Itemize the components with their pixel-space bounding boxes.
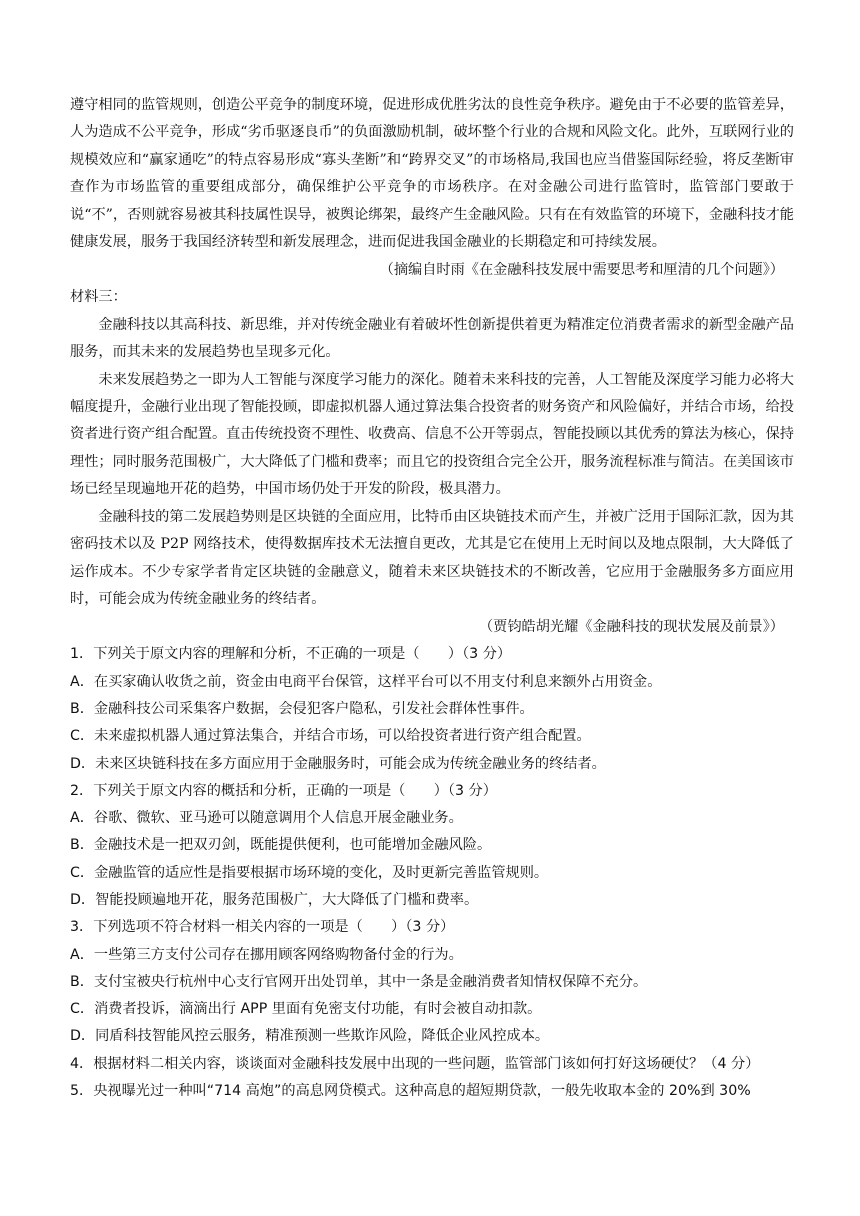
option-a: A．一些第三方支付公司存在挪用顾客网络购物备付金的行为。: [70, 946, 463, 963]
option-b: B．金融技术是一把双刃剑，既能提供便利，也可能增加金融风险。: [70, 837, 492, 854]
question-1: [70, 641, 794, 777]
option-c: C．金融监管的适应性是指要根据市场环境的变化，及时更新完善监管规则。: [70, 864, 549, 881]
material-two-source: （摘编自时雨《在金融科技发展中需要思考和厘清的几个问题》）: [379, 262, 784, 279]
question-stem: 1．下列关于原文内容的理解和分析，不正确的一项是（ ）（3 分）: [70, 646, 512, 663]
question-stem: 2．下列关于原文内容的概括和分析，正确的一项是（ ）（3 分）: [70, 782, 497, 799]
option-a: A．在买家确认收货之前，资金由电商平台保管，这样平台可以不用支付利息来额外占用资金。: [70, 673, 662, 690]
option-a: A．谷歌、微软、亚马逊可以随意调用个人信息开展金融业务。: [70, 810, 463, 827]
material-two-continuation: 遵守相同的监管规则，创造公平竞争的制度环境，促进形成优胜劣汰的良性竞争秩序。避免由于不必要的监管差异，人为造成不公平竞争，形成“劣币驱逐良币”的负面激励机制，破坏整个行业的合规和风险文化。此外，互联网行业的规模效应和“赢家通吃”的特点容易形成“寡头垄断”和“跨界交叉”的市场格局,我国也应当借鉴国际经验，将反垄断审查作为市场监管的重要组成部分，确保维护公平竞争的市场秩序。在对金融公司进行监管时，监管部门要敢于说“不”，否则就容易被其科技属性误导，被舆论绑架，最终产生金融风险。只有在有效监管的环境下，金融科技才能健康发展，服务于我国经济转型和新发展理念，进而促进我国金融业的长期稳定和可持续发展。: [70, 97, 794, 251]
option-c: C．消费者投诉，滴滴出行 APP 里面有免密支付功能，有时会被自动扣款。: [70, 1001, 542, 1018]
question-stem: 4．根据材料二相关内容，谈谈面对金融科技发展中出现的一些问题，监管部门该如何打好这场硬仗？（4 分）: [70, 1055, 760, 1072]
option-b: B．支付宝被央行杭州中心支行官网开出处罚单，其中一条是金融消费者知情权保障不充分。: [70, 973, 648, 990]
question-4: [70, 1051, 794, 1078]
option-d: D．未来区块链科技在多方面应用于金融服务时，可能会成为传统金融业务的终结者。: [70, 755, 606, 772]
question-stem: 5．央视曝光过一种叫“714 高炮”的高息网贷模式。这种高息的超短期贷款，一般先收取本金的 20%到 30%: [70, 1083, 751, 1100]
question-stem: 3．下列选项不符合材料一相关内容的一项是（ ）（3 分）: [70, 919, 455, 936]
material-three-paragraph: 金融科技的第二发展趋势则是区块链的全面应用，比特币由区块链技术而产生，并被广泛用于国际汇款，因为其密码技术以及 P2P 网络技术，使得数据库技术无法擅自更改，尤其是它在使用上无时间以及地点限制，大大降低了运作成本。不少专家学者肯定区块链的金融意义，随着未来区块链技术的不断改善，它应用于金融服务多方面应用时，可能会成为传统金融业务的终结者。: [70, 508, 794, 607]
material-three-paragraph: 未来发展趋势之一即为人工智能与深度学习能力的深化。随着未来科技的完善，人工智能及深度学习能力必将大幅度提升，金融行业出现了智能投顾，即虚拟机器人通过算法集合投资者的财务资产和风险偏好，并结合市场，给投资者进行资产组合配置。直击传统投资不理性、收费高、信息不公开等弱点，智能投顾以其优秀的算法为核心，保持理性；同时服务范围极广，大大降低了门槛和费率；而且它的投资组合完全公开，服务流程标准与简洁。在美国该市场已经呈现遍地开花的趋势，中国市场仍处于开发的阶段，极具潜力。: [70, 371, 794, 498]
question-3: [70, 914, 794, 1050]
material-three-heading: 材料三：: [70, 289, 127, 306]
option-c: C．未来虚拟机器人通过算法集合，并结合市场，可以给投资者进行资产组合配置。: [70, 728, 591, 745]
exam-page: [70, 92, 794, 1105]
material-three-source: （贾钧皓胡光耀《金融科技的现状发展及前景》）: [478, 619, 784, 636]
option-d: D．同盾科技智能风控云服务，精准预测一些欺诈风险，降低企业风控成本。: [70, 1028, 550, 1045]
material-three-paragraph: 金融科技以其高科技、新思维，并对传统金融业有着破坏性创新提供着更为精准定位消费者需求的新型金融产品服务，而其未来的发展趋势也呈现多元化。: [70, 316, 794, 361]
question-2: [70, 778, 794, 914]
question-5: [70, 1078, 794, 1105]
option-d: D．智能投顾遍地开花，服务范围极广，大大降低了门槛和费率。: [70, 891, 479, 908]
option-b: B．金融科技公司采集客户数据，会侵犯客户隐私，引发社会群体性事件。: [70, 700, 534, 717]
